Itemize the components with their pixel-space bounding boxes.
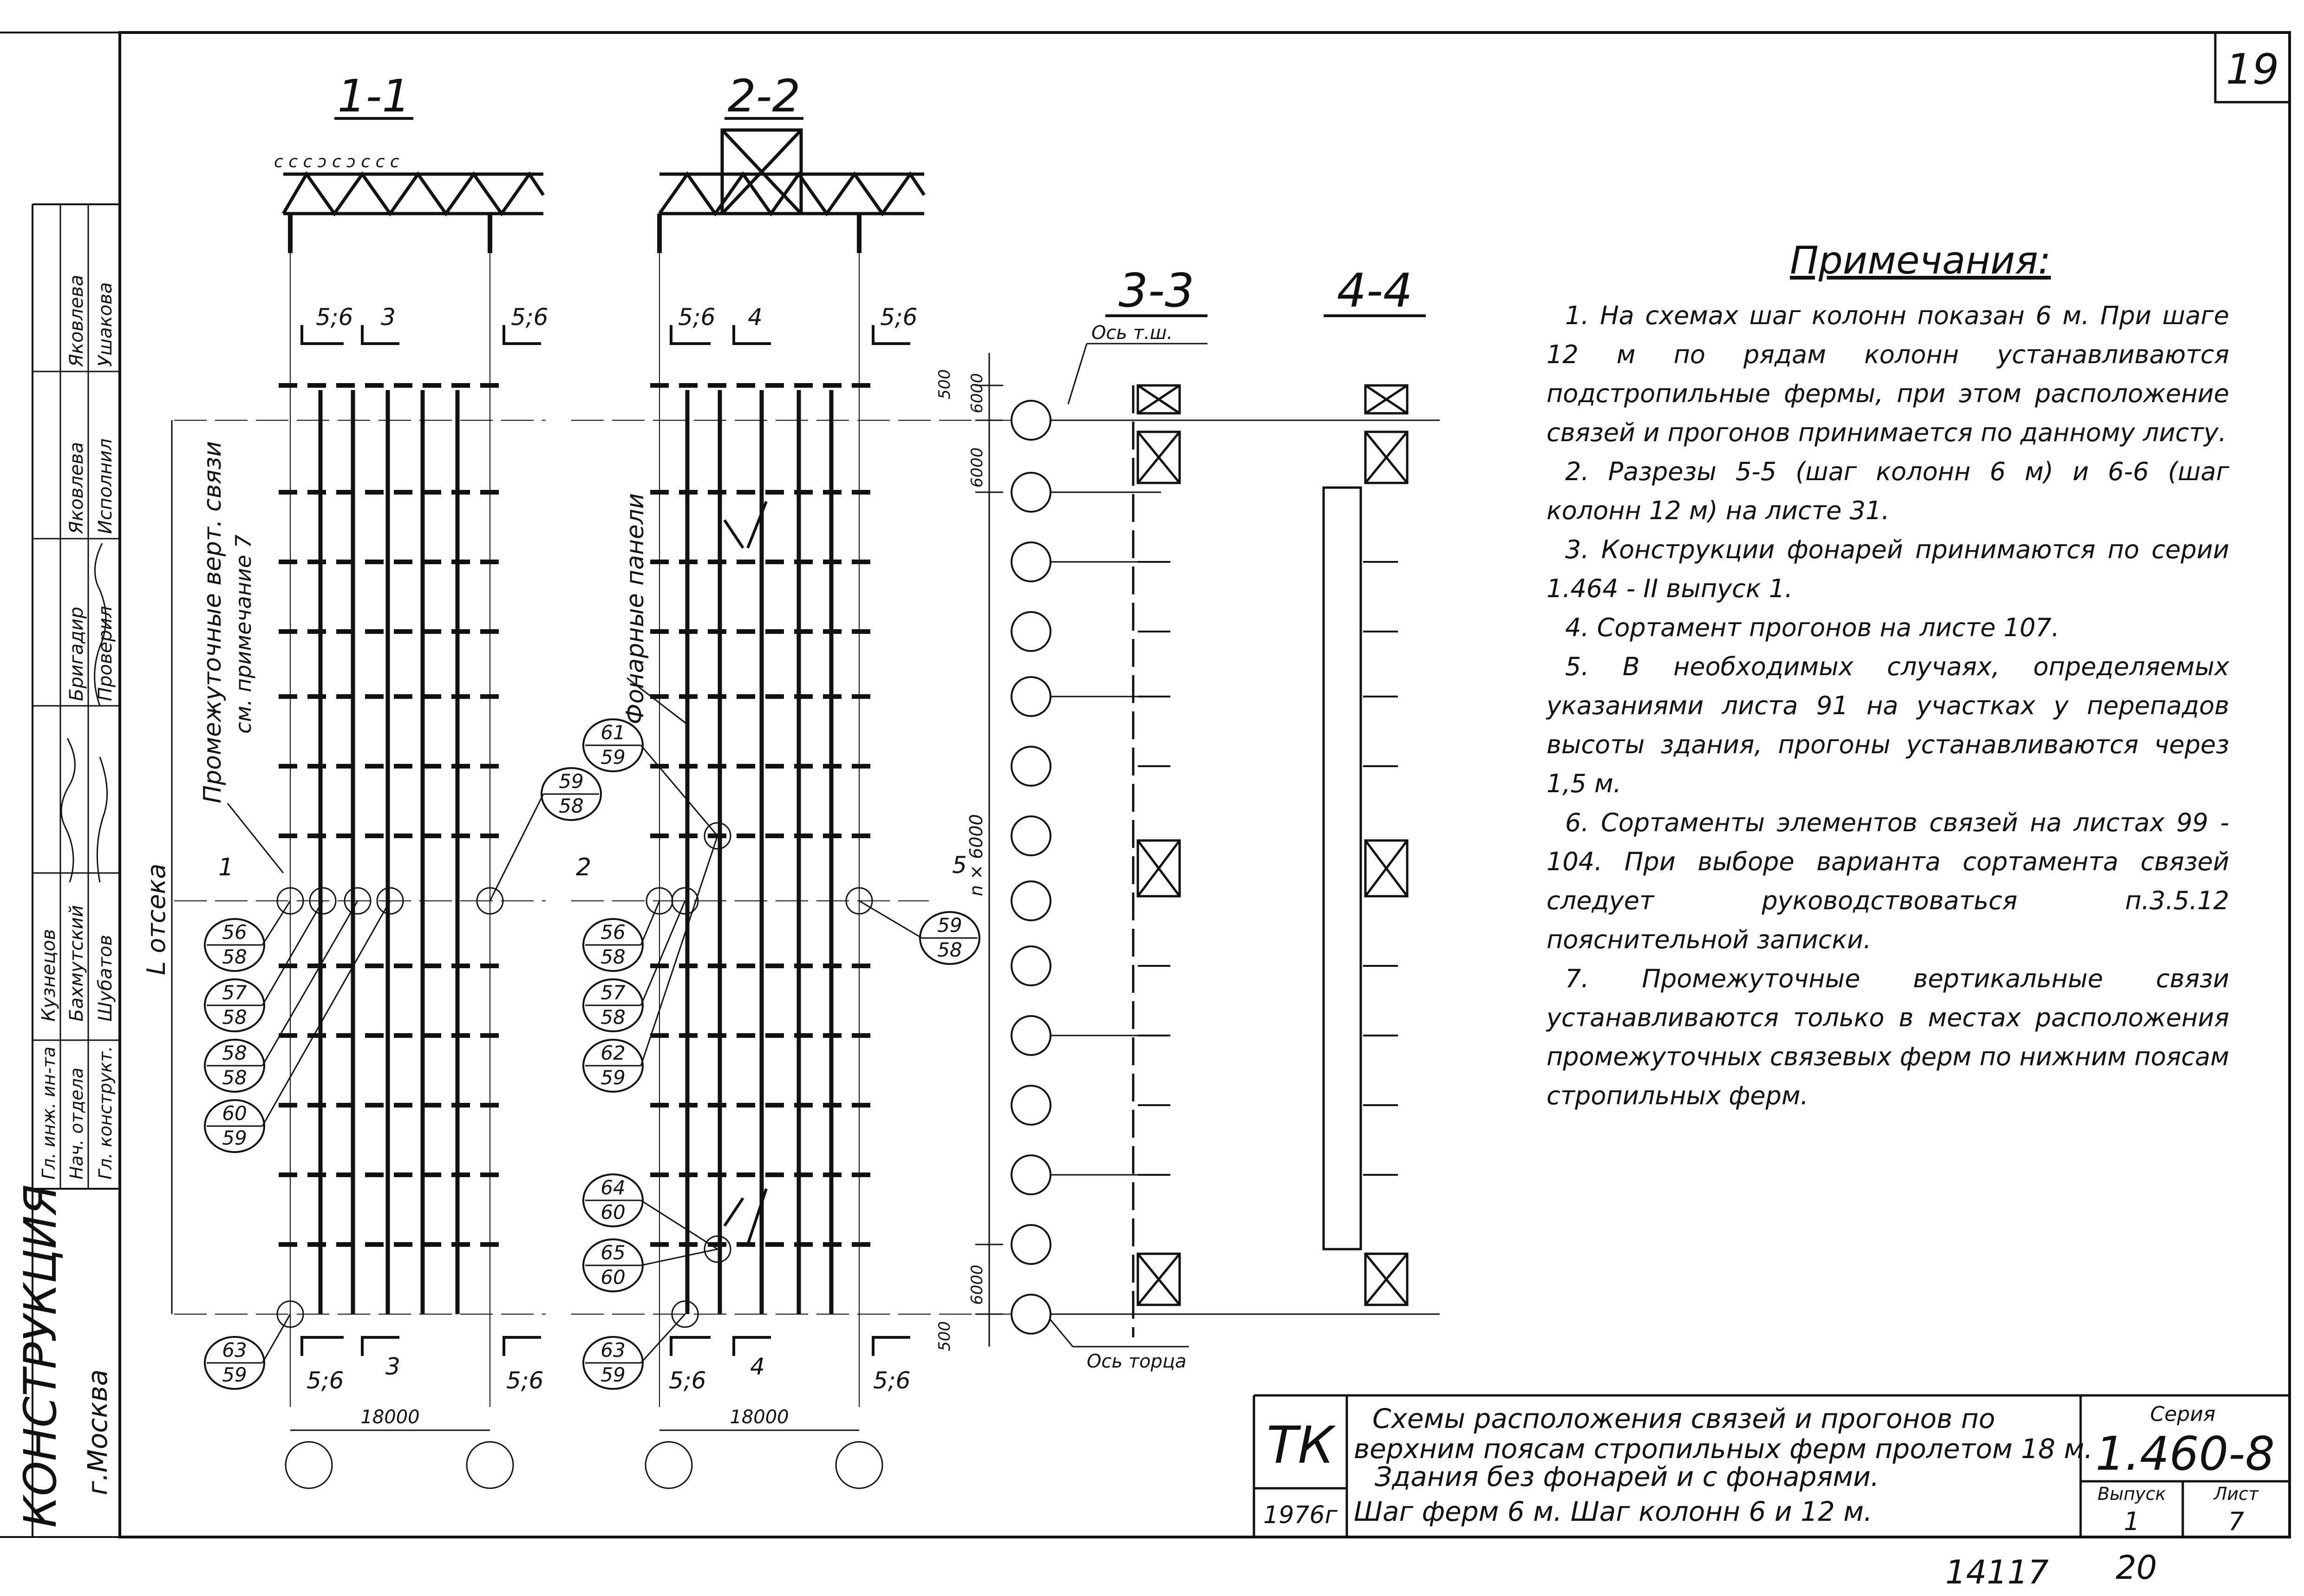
plan-section-2-2 [571,70,1040,1488]
svg-text:3: 3 [381,304,396,331]
svg-text:58: 58 [600,945,626,968]
section-title-4-4: 4-4 [1337,263,1413,318]
svg-text:58: 58 [222,1066,247,1089]
svg-text:63: 63 [600,1339,626,1361]
svg-text:64: 64 [600,1176,626,1199]
svg-text:60: 60 [222,1102,247,1125]
sheet-number-box [2215,33,2290,102]
svg-text:18000: 18000 [730,1407,789,1428]
vypusk-value: 1 [2123,1507,2140,1536]
note-2: 2. Разрезы 5-5 (шаг колонн 6 м) и 6-6 (шаг колонн 12 м) на листе 31. [1547,457,2229,525]
svg-text:58: 58 [600,1006,626,1029]
list-label: Лист [2213,1484,2259,1504]
svg-text:59: 59 [559,770,584,793]
step-label: n × 6000 [966,814,986,896]
truss-2 [659,130,924,253]
plan-section-1-1 [142,70,601,1488]
org-code: ТК [1266,1415,1334,1475]
page-number: 20 [2115,1549,2157,1587]
notes-block [1547,241,2229,1115]
svg-text:5;6: 5;6 [678,304,716,331]
svg-text:4: 4 [748,304,763,331]
stamp-role-1: Гл. инж. ин-та [39,1046,59,1179]
axis-tortsa-label: Ось торца [1087,1351,1187,1372]
svg-text:6000: 6000 [968,1264,986,1305]
stamp-role-2: Нач. отдела [66,1067,87,1179]
note-6: 6. Сортаменты элементов связей на листах 99 - 104. При выборе варианта сортамента связей следует руководствоваться п.3.5.12 пояснительной записки. [1547,808,2229,954]
stamp-name-3: Шубатов [95,935,116,1022]
svg-text:5;6: 5;6 [873,1367,911,1394]
section-title-2-2: 2-2 [727,70,801,122]
svg-text:5;6: 5;6 [511,304,548,331]
svg-text:57: 57 [600,981,626,1004]
signature-1 [61,738,75,882]
svg-text:58: 58 [222,1006,247,1029]
svg-text:5;6: 5;6 [880,304,918,331]
svg-text:6000: 6000 [968,447,986,488]
signature-2 [97,757,107,882]
note-4: 4. Сортамент прогонов на листе 107. [1565,613,2060,642]
compartment-label: L отсека [142,863,171,975]
svg-text:60: 60 [600,1201,626,1224]
svg-text:63: 63 [222,1339,247,1361]
svg-text:57: 57 [222,981,247,1004]
stamp-name-4: Яковлева [66,442,87,534]
axis-markers [1012,401,1051,1334]
notes-title: Примечания: [1790,239,2051,283]
svg-text:59: 59 [937,914,962,937]
svg-text:59: 59 [600,1066,626,1089]
svg-text:5: 5 [952,852,967,879]
svg-text:6000: 6000 [968,373,986,413]
stamp-name-1: Кузнецов [38,929,59,1022]
title-line-4: Шаг ферм 6 м. Шаг колонн 6 и 12 м. [1354,1496,1873,1527]
svg-text:62: 62 [600,1042,626,1064]
list-value: 7 [2228,1507,2245,1536]
svg-text:c c c ɔ c ɔ c c c: c c c ɔ c ɔ c c c [274,152,399,171]
section-4-4 [1324,263,1426,1305]
sheet-number: 19 [2226,45,2279,94]
title-line-1: Схемы расположения связей и прогонов по [1372,1403,1995,1434]
svg-text:59: 59 [222,1363,247,1386]
year: 1976г [1263,1501,1338,1529]
note-5: 5. В необходимых случаях, определяемых указаниями листа 91 на участках у перепадов высоты здания, прогоны устанавливаются через 1,5 м. [1547,652,2229,798]
svg-text:500: 500 [935,1321,954,1351]
svg-text:58: 58 [559,795,584,817]
svg-text:500: 500 [935,369,954,399]
section-title-3-3: 3-3 [1118,263,1194,318]
svg-text:18000: 18000 [360,1407,420,1428]
note-3: 3. Конструкции фонарей принимаются по серии 1.464 - II выпуск 1. [1547,535,2229,603]
title-line-2: верхним поясам стропильных ферм пролетом 18 м. [1354,1433,2093,1465]
vypusk-label: Выпуск [2097,1484,2166,1504]
svg-text:60: 60 [600,1266,626,1289]
intermediate-bracing-label: Промежуточные верт. связи [199,441,227,803]
svg-text:58: 58 [222,1042,247,1064]
svg-text:65: 65 [600,1241,626,1264]
svg-text:58: 58 [937,938,962,961]
stamp-role-5: Проверил [95,606,116,701]
series-label: Серия [2150,1402,2216,1426]
truss-1 [283,174,543,253]
stamp-role-3: Гл. конструкт. [95,1046,116,1179]
svg-text:5;6: 5;6 [506,1367,544,1394]
svg-text:56: 56 [222,921,247,944]
svg-text:5;6: 5;6 [669,1367,706,1394]
section-title-1-1: 1-1 [337,70,411,122]
note-1: 1. На схемах шаг колонн показан 6 м. При шаге 12 м по рядам колонн устанавливаются подстропильные фермы, при этом расположение связей и прогонов принимается по данному листу. [1547,301,2229,447]
stamp-name-5: Ушакова [95,282,116,367]
stamp-name-2: Бахмутский [66,905,87,1022]
svg-text:56: 56 [600,921,626,944]
stamp-name-6: Яковлева [66,274,87,367]
section-3-3 [1105,263,1207,1337]
svg-text:2: 2 [576,853,592,881]
svg-text:5;6: 5;6 [316,304,353,331]
svg-text:59: 59 [600,746,626,769]
stamp-city: г.Москва [82,1369,113,1495]
svg-text:5;6: 5;6 [307,1367,344,1394]
svg-text:1: 1 [218,853,234,881]
svg-text:58: 58 [222,945,247,968]
svg-text:3: 3 [385,1353,400,1380]
see-note-7-label: см. примечание 7 [231,534,256,734]
stamp-role-4: Бригадир [66,606,87,701]
series-value: 1.460-8 [2095,1427,2275,1481]
stamp-role-6: Исполнил [95,438,116,534]
svg-text:59: 59 [222,1127,247,1149]
svg-text:4: 4 [750,1353,765,1380]
axis-end-label: Ось т.ш. [1091,322,1173,344]
svg-text:61: 61 [600,721,626,744]
note-7: 7. Промежуточные вертикальные связи устанавливаются только в местах расположения промежуточных связевых ферм по нижним поясам стропильных ферм. [1547,964,2229,1110]
title-line-3: Здания без фонарей и с фонарями. [1375,1461,1880,1492]
lantern-panels-label: Фонарные панели [621,493,649,724]
inventory-number: 14117 [1945,1553,2049,1591]
side-stamp [14,204,120,1537]
stamp-org: КОНСТРУКЦИЯ [14,1184,66,1528]
svg-text:59: 59 [600,1363,626,1386]
